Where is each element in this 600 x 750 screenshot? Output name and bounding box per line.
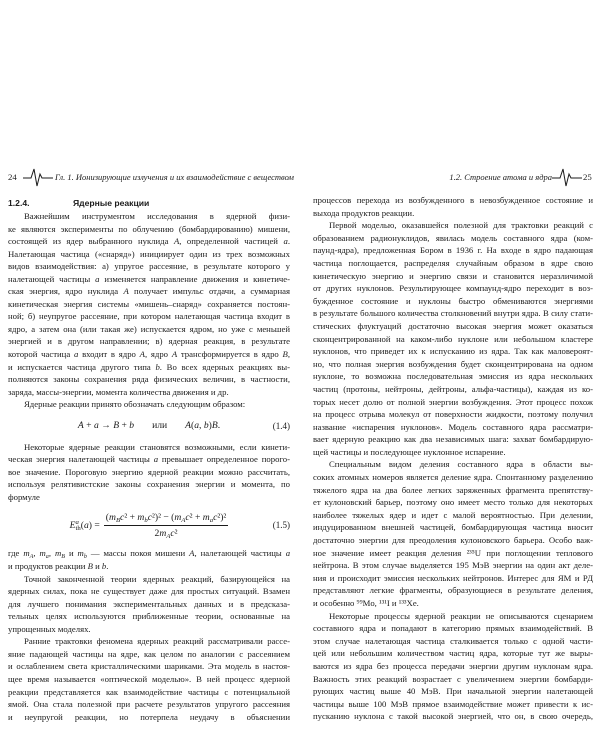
- equation-lhs: $Ea_{th}(a)$ =: [69, 518, 100, 532]
- text-line: образованием радионуклидов, явилась модель составного ядра (ком-: [313, 232, 593, 243]
- fraction-denominator: [155, 526, 178, 539]
- text-line: представляют легкие фрагменты, образующиеся в результате деления,: [313, 585, 593, 596]
- text-line: ное значение имеет реакция деления ²³⁵U при поглощении теплового: [313, 547, 593, 558]
- text-line: и неупругой реакции, но потерпела неудачу в объяснении: [8, 711, 290, 722]
- math-variable: A: [77, 420, 84, 432]
- math-variable: A: [171, 349, 178, 360]
- right-running-head: 1.2. Строение атома и ядра: [449, 172, 552, 182]
- text-line: щей частицы и последующее нуклонное испарение.: [313, 446, 506, 457]
- right-page-body: [313, 194, 593, 723]
- math-variable: a: [94, 420, 99, 432]
- text-line: рующих частиц выше 40 МэВ. При начальной энергии налетающей: [313, 686, 593, 697]
- equation-conjunction: или: [152, 420, 168, 432]
- math-variable: E: [69, 519, 76, 531]
- equation-number: (1.5): [272, 520, 290, 531]
- math-variable: B: [113, 420, 120, 432]
- text-line: [8, 361, 290, 374]
- text-run: , определенной частицей: [179, 236, 284, 247]
- text-line: ной; б) неупругое рассеяние, при котором налетающая частица входит в: [8, 311, 290, 322]
- math-variable: a: [83, 519, 89, 531]
- text-run: .: [217, 420, 221, 432]
- text-run: ,: [287, 349, 290, 360]
- text-line: выхода продуктов реакции.: [313, 207, 415, 218]
- text-line: [8, 273, 290, 286]
- math-variable: a: [153, 454, 159, 465]
- text-run: которой частица: [8, 349, 74, 360]
- text-line: ваются из ядра без процесса передачи энергии другим нуклонам ядра.: [313, 660, 593, 671]
- text-line: [8, 285, 290, 298]
- text-line: Важнейшим инструментом исследования в ядерной физи-: [24, 211, 290, 221]
- text-line: вает ядерную реакцию как два независимых шага: захват бомбардирую-: [313, 434, 593, 445]
- text-line: пусканию нуклона с такой высокой энергией, что он, в свою очередь,: [313, 711, 593, 722]
- math-variable: b: [203, 420, 209, 432]
- fraction-numerator: [104, 512, 229, 526]
- paragraph: [8, 210, 290, 398]
- text-run: , налетающей частицы: [194, 548, 286, 559]
- text-line: наиболее тяжелых ядер и идет с малой вероятностью. При делении,: [313, 509, 593, 520]
- text-line: нуклоне, то возможна последовательная эмиссия из ядра нескольких: [313, 371, 593, 382]
- text-line: [8, 453, 290, 466]
- text-line: нейтрона. В этом случае выделяется 195 МэВ энергии на один акт деле-: [313, 560, 593, 571]
- math-variable: A: [189, 548, 195, 559]
- text-line: ядро, а затем она (или такая же) испускается ядром, но уже с меньшей: [8, 323, 290, 334]
- math-variable: a: [95, 273, 100, 284]
- text-line: в результате большого количества столкновений внутри ядра. В силу стати-: [313, 308, 593, 319]
- text-run: ²: [174, 527, 178, 539]
- text-line: ке являются эксперименты по облучению (бомбардированию) мишени,: [8, 223, 290, 234]
- text-line: паунд-ядра), предложенная Бором в 1936 г. На входе в ядро падающая: [313, 245, 593, 256]
- math-variable: m: [54, 548, 62, 559]
- paragraph: [8, 441, 290, 504]
- math-variable: c: [170, 527, 175, 539]
- text-line: нуклонов, что приведет их к испусканию из ядра. Так как маловероят-: [313, 346, 593, 357]
- math-variable: A: [139, 349, 145, 360]
- paragraph: [8, 398, 290, 411]
- text-line: этом случае налетающая частица сталкивается только с одной части-: [313, 635, 593, 646]
- text-run: налетающей частицы: [8, 273, 96, 284]
- math-subscript: B: [61, 554, 65, 561]
- text-run: (: [80, 519, 84, 531]
- text-run: и: [92, 561, 102, 572]
- text-line: энергией и в другом направлении; в) ядерная реакция, в результате: [8, 336, 290, 347]
- text-line: Специальным видом деления составного ядра в области вы-: [329, 459, 593, 470]
- math-variable: m: [39, 548, 46, 559]
- equation: [8, 503, 290, 547]
- text-run: .: [106, 561, 109, 572]
- text-line: частицы выше 100 МэВ прямое взаимодействие может привести к ис-: [313, 698, 593, 709]
- math-variable: A: [123, 286, 129, 297]
- section-title: Ядерные реакции: [73, 198, 150, 208]
- equation-lhs: [78, 420, 134, 431]
- text-line: тельных целях используются приближенные теории, основанные на: [8, 611, 290, 622]
- text-run: ²: [151, 511, 155, 523]
- text-run: ческая энергия налетающей частицы: [8, 454, 154, 465]
- text-line: бужденное состояние и нуклоны быстро обмениваются энергиями: [313, 295, 593, 306]
- text-line: индуцированном внешней частицей, бомбардирующая частица вносит: [313, 522, 593, 533]
- text-line: заряда, массы-энергии, момента количества движения и др.: [8, 386, 229, 397]
- math-variable: a: [194, 420, 200, 432]
- math-subscript: th: [75, 525, 81, 532]
- section-heading: [8, 197, 290, 210]
- math-subscript: b: [144, 517, 148, 524]
- text-run: состоящей из ядер выбранного нуклида: [8, 236, 174, 247]
- math-subscript: A: [29, 554, 34, 561]
- text-line: ядерных силах, пока не существует даже для простых ситуаций. Взамен: [8, 586, 290, 597]
- math-subscript: a: [209, 517, 214, 524]
- text-line: но, что полная энергия возбуждения будет сконцентрирована на одном: [313, 358, 593, 369]
- text-line: соких атомных номеров является деление ядра. Спонтанному разделению: [313, 472, 593, 483]
- text-line: Ядерные реакции принято обозначать следующим образом:: [24, 399, 246, 410]
- text-line: используя релятивистские законы сохранения энергии и момента, по: [8, 479, 290, 490]
- math-subscript: B: [115, 517, 121, 524]
- text-run: и продуктов реакции: [8, 561, 88, 572]
- paragraph: [313, 458, 593, 609]
- text-run: ,: [199, 420, 204, 432]
- math-variable: b: [101, 561, 107, 572]
- text-run: изменяется направление движения и кинетиче-: [99, 273, 290, 284]
- math-variable: a: [283, 236, 288, 247]
- text-line: цей или небольшим количеством частиц ядра, которые тут же выры-: [313, 648, 593, 659]
- text-run: ²: [217, 511, 221, 523]
- section-number: 1.2.4.: [8, 198, 30, 208]
- text-line: реакции представляется как взаимодействие частицы с потенциальной: [8, 686, 290, 697]
- paragraph: [8, 635, 290, 723]
- text-run: (: [191, 420, 195, 432]
- text-line: составного ядра и попадают в категорию прямых взаимодействий. В: [313, 623, 593, 634]
- text-line: частиц (протоны, нейтроны, дейтроны, альфа-частицы), каждая из ко-: [313, 383, 593, 394]
- math-subscript: a: [45, 554, 49, 561]
- text-run: получает импульс отдачи, а суммарная: [128, 286, 290, 297]
- math-subscript: A: [181, 517, 186, 524]
- math-variable: c: [185, 511, 190, 523]
- text-run: ²: [189, 511, 193, 523]
- text-line: тяжелого ядра на два более легких заряженных фрагмента препятству-: [313, 484, 593, 495]
- math-variable: c: [213, 511, 218, 523]
- text-run: и испускается частица другого типа: [8, 361, 156, 372]
- math-variable: B: [282, 349, 288, 360]
- equation: [8, 411, 290, 441]
- text-line: [8, 348, 290, 361]
- text-line: упрощенных моделях.: [8, 623, 91, 634]
- text-line: яние падающей частицы на ядре, как целом по аналогии с рассеянием: [8, 648, 290, 659]
- paragraph: [313, 219, 593, 458]
- text-line: Первой моделью, оказавшейся полезной для трактовки реакций с: [329, 220, 593, 231]
- text-run: )²: [220, 511, 227, 523]
- text-run: ,: [33, 548, 40, 559]
- text-run: ²: [124, 511, 128, 523]
- math-variable: b: [129, 420, 135, 432]
- text-line: [8, 235, 290, 248]
- text-run: . Во всех ядерных реакциях вы-: [159, 361, 290, 372]
- text-line: для лучшего понимания экспериментальных данных и в предсказа-: [8, 598, 290, 609]
- text-run: превышает определенное порого-: [158, 454, 290, 465]
- text-run: ): [208, 420, 212, 432]
- text-line: ет кулоновский барьер, поэтому оно имеет место только для некоторых: [313, 497, 593, 508]
- text-line: кинетическая энергия системы «мишень–снаряд» сохраняется постоян-: [8, 298, 290, 309]
- text-line: ямой. Она стала полезной при расчете результатов упругого рассеяния: [8, 699, 290, 710]
- text-run: ,: [48, 548, 55, 559]
- math-variable: a: [285, 548, 290, 559]
- text-run: +: [127, 511, 138, 523]
- fraction: [104, 512, 229, 539]
- math-variable: m: [109, 511, 116, 523]
- text-run: — массы покоя мишени: [86, 548, 190, 559]
- equation-rhs: [185, 420, 220, 431]
- text-line: ния и происходит эмиссия нескольких нейтронов. Интерес для ЯМ и РД: [313, 572, 593, 583]
- math-variable: A: [173, 236, 180, 247]
- text-line: кинетическую энергию и энергию связи и становится неразличимой: [313, 270, 593, 281]
- math-variable: c: [120, 511, 125, 523]
- text-line: стических флуктуаций достаточно высокая энергия может оказаться: [313, 320, 593, 331]
- math-variable: m: [202, 511, 210, 523]
- text-line: Важность этих реакций возрастает с увеличением энергии бомбарди-: [313, 673, 593, 684]
- text-run: ) =: [88, 519, 100, 531]
- text-line: процессов перехода из возбужденного в невозбужденное состояние и: [313, 195, 593, 205]
- paragraph: [8, 547, 290, 572]
- text-run: +: [192, 511, 203, 523]
- text-line: щее время называется «оптической моделью». В ней процесс ядерной: [8, 673, 290, 684]
- left-page-number: 24: [8, 172, 17, 182]
- text-run: где: [8, 548, 24, 559]
- text-line: достаточно энергии для преодоления кулоновского барьера. Особо важ-: [313, 535, 593, 546]
- math-variable: a: [73, 349, 79, 360]
- text-run: , ядро: [144, 349, 172, 360]
- text-run: 2: [154, 527, 160, 539]
- text-line: на процесс отрыва молекул от поверхности жидкости, поэтому получил: [313, 409, 593, 420]
- text-line: [8, 560, 290, 573]
- text-run: входит в ядро: [78, 349, 140, 360]
- left-running-head: Гл. 1. Ионизирующие излучения и их взаимодействие с веществом: [55, 172, 294, 182]
- text-line: сконцентрированной на каком-либо нуклоне или небольшом кластере: [313, 333, 593, 344]
- text-run: − (: [160, 511, 175, 523]
- text-line: от других нуклонов. Результирующее компаунд-ядро переходит в воз-: [313, 283, 593, 294]
- text-run: ская энергия, ядро нуклида: [8, 286, 124, 297]
- text-run: +: [119, 420, 130, 432]
- text-line: Точной законченной теории ядерных реакций, базирующейся на: [24, 573, 290, 584]
- paragraph: [313, 194, 593, 219]
- math-variable: m: [23, 548, 30, 559]
- text-run: →: [98, 420, 114, 432]
- text-line: частица поглощается, распределяя случайным образом в ядре свою: [313, 257, 593, 268]
- text-run: трансформируется в ядро: [177, 349, 283, 360]
- text-line: формуле: [8, 491, 40, 502]
- math-subscript: b: [83, 554, 87, 561]
- text-line: полняются законы сохранения ряда физических величин, в частности,: [8, 374, 290, 385]
- equation-body: [78, 420, 220, 431]
- text-line: Некоторые ядерные реакции становятся возможными, если кинети-: [24, 441, 290, 452]
- text-run: (: [105, 511, 109, 523]
- text-line: и особенно ⁹⁹Mo, ¹³¹I и ¹³³Xe.: [313, 598, 419, 608]
- text-run: +: [83, 420, 94, 432]
- text-line: Ранние трактовки феномена ядерных реакций рассматривали рассе-: [24, 636, 290, 647]
- paragraph: [8, 573, 290, 636]
- text-line: торых несет долю от полной энергии возбуждения. Этот процесс похож: [313, 396, 593, 407]
- text-run: .: [287, 236, 290, 247]
- math-variable: b: [155, 361, 160, 372]
- text-line: видов взаимодействия: а) упругое рассеяние, в результате которого у: [8, 261, 290, 272]
- text-line: [8, 547, 290, 560]
- math-variable: c: [147, 511, 152, 523]
- math-variable: B: [211, 420, 218, 432]
- text-line: вое значение. Пороговую энергию ядерной реакции можно рассчитать,: [8, 466, 290, 477]
- text-run: и: [64, 548, 78, 559]
- paragraph: [313, 610, 593, 723]
- text-line: Некоторые процессы ядерной реакции не описываются сценарием: [329, 610, 593, 621]
- text-run: )²: [154, 511, 161, 523]
- math-variable: m: [77, 548, 84, 559]
- equation-number: (1.4): [272, 420, 290, 431]
- math-variable: A: [185, 420, 192, 432]
- text-line: название «испарения нуклонов». Модель составного ядра рассматри-: [313, 421, 593, 432]
- math-variable: m: [137, 511, 145, 523]
- left-page-body: [8, 197, 290, 723]
- math-variable: m: [159, 527, 167, 539]
- right-page-number: 25: [583, 172, 592, 182]
- text-line: Налетающая частица («снаряд») инициирует один из трех возможных: [8, 248, 290, 259]
- math-subscript: A: [166, 533, 171, 540]
- math-variable: m: [174, 511, 182, 523]
- equation-body: [70, 512, 229, 539]
- pulse-icon: [23, 166, 53, 188]
- pulse-icon: [552, 166, 582, 188]
- math-variable: B: [87, 561, 93, 572]
- text-line: и ослаблением света кристаллическими шариками. Эта модель в настоя-: [8, 661, 290, 672]
